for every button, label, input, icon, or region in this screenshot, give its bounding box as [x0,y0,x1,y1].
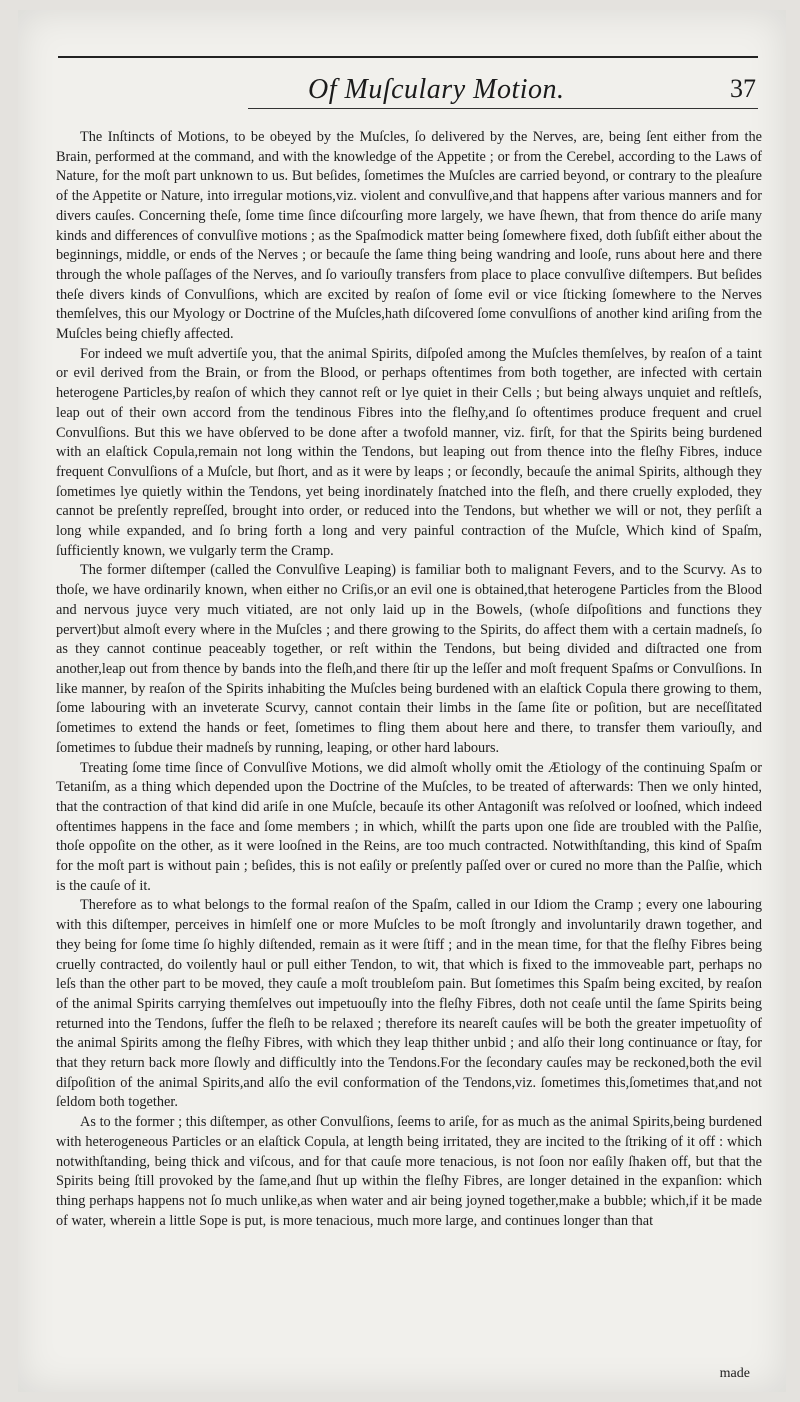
page-number: 37 [730,74,756,103]
catchword: made [719,1366,750,1381]
paragraph: The Inſtincts of Motions, to be obeyed by the Muſcles, ſo delivered by the Nerves, are, being ſent either from the Brain, performed at the command, and with the knowledge of the Appetite ; or from the Cerebel, according to the Laws of Nature, for the moſt part unknown to us. But beſides, ſometimes the Muſcles are carried beyond, or contrary to the pleaſure of the Appetite or Nature, into irregular motions,viz. violent and convulſive,and that happens after various manners and for divers cauſes. Concerning theſe, ſome time ſince diſcourſing more largely, we have ſhewn, that from thence do ariſe many kinds and differences of convulſive motions ; as the Spaſmodick matter being ſomewhere fixed, doth ſubſiſt either about the beginnings, middle, or ends of the Nerves ; or becauſe the ſame thing being wandring and looſe, runs about here and there through the whole paſſages of the Nerves, and ſo variouſly transfers from place to place convulſive diſtempers. But beſides theſe divers kinds of Convulſions, which are excited by reaſon of ſome evil or vice ſticking ſomewhere to the Nerves themſelves, this our Myology or Doctrine of the Muſcles,hath diſcovered ſome convulſions of another kind ariſing from the Muſcles being chiefly affected. [56,129,762,343]
top-rule [58,56,758,58]
page-header [58,72,758,108]
paragraph: For indeed we muſt advertiſe you, that the animal Spirits, diſpoſed among the Muſcles themſelves, by reaſon of a taint or evil derived from the Brain, or from the Blood, or perhaps oftentimes from both together, are infected with certain heterogene Particles,by reaſon of which they cannot reſt or lye quiet in their Cells ; but being always unquiet and reſtleſs, leap out of their own accord from the tendinous Fibres into the fleſhy,and ſo oftentimes produce frequent and cruel Convulſions. But this we have obſerved to be done after a twofold manner, viz. firſt, for that the Spirits being burdened with an elaſtick Copula,remain not long within the Tendons, but leaping out from thence into the fleſhy Fibres, induce frequent Convulſions of a Muſcle, but ſhort, and as it were by leaps ; or ſecondly, becauſe the animal Spirits, although they ſometimes lye quietly within the Tendons, yet being inordinately ſnatched into the fleſh, and there cruelly exploded, they cannot be preſently repreſſed, brought into order, or reduced into the Tendons, but whether we will or not, they perſiſt a long while expanded, and ſo bring forth a long and very painful contraction of the Muſcle, Which kind of Spaſm, ſufficiently known, we vulgarly term the Cramp. [56,345,762,559]
book-page [18,10,786,1392]
paragraph: Treating ſome time ſince of Convulſive Motions, we did almoſt wholly omit the Ætiology of the continuing Spaſm or Tetaniſm, as a thing which depended upon the Doctrine of the Muſcles, to be treated of afterwards: Then we only hinted, that the contraction of that kind did ariſe in one Muſcle, becauſe its other Antagoniſt was reſolved or looſned, which indeed oftentimes happens in the face and ſome members ; in which, whilſt the parts upon one ſide are troubled with the Palſie, thoſe oppoſite on the other, as it were looſned in the Reins, are too much contracted. Notwithſtanding, this kind of Spaſm for the moſt part is without pain ; beſides, this is not eaſily or preſently paſſed over or cured no more than the Palſie, which is the cauſe of it. [56,759,762,894]
paragraph: The former diſtemper (called the Convulſive Leaping) is familiar both to malignant Fevers, and to the Scurvy. As to thoſe, we have ordinarily known, when either no Criſis,or an evil one is obtained,that heterogene Particles from the Blood and nervous juyce very much vitiated, are not only laid up in the Bowels, (whoſe diſpoſitions and functions they pervert)but almoſt every where in the Muſcles ; and there growing to the Spirits, do affect them with a certain madneſs, ſo as they cannot continue peaceably together, or reſt within the Tendons, but being divided and diſtracted one from another,leap out from thence by bands into the fleſh,and there ſtir up the leſſer and moſt frequent Spaſms or Convulſions. In like manner, by reaſon of the Spirits inhabiting the Muſcles being burdened with an elaſtick Copula there growing to them, ſome labouring with an inveterate Scurvy, cannot contain their limbs in the ſame ſite or poſition, but are neceſſitated ſometimes to extend the hands or feet, ſometimes to fling them about here and there, to transfer them variouſly, and ſometimes to ſubdue their madneſs by running, leaping, or other hard labours. [56,562,762,756]
header-rule [248,108,758,109]
paragraph: Therefore as to what belongs to the formal reaſon of the Spaſm, called in our Idiom the Cramp ; every one labouring with this diſtemper, perceives in himſelf one or more Muſcles to be moſt ſtrongly and involuntarily drawn together, and they being for ſome time ſo highly diſtended, remain as it were ſtiff ; and in the mean time, for that the fleſhy Fibres being cruelly contracted, do voilently haul or pull either Tendon, to wit, that which is fixed to the immoveable part, perhaps no leſs than the other part to be moved, they cauſe a moſt troubleſom pain. But ſometimes this Spaſm being excited, by reaſon of the animal Spirits carrying themſelves out impetuouſly into the fleſhy Fibres, doth not ceaſe until the ſame Spirits being returned into the Tendons, ſuffer the fleſh to be relaxed ; therefore its neareſt cauſes will be both the greater impetuoſity of the animal Spirits among the fleſhy Fibres, with which they leap thither unbid ; and alſo their long continuance or ſtay, for that they return back more ſlowly and difficultly into the Tendons.For the ſecondary cauſes may be reckoned,both the evil diſpoſition of the animal Spirits,and alſo the evil conformation of the Tendons,viz. ſometimes this,ſometimes that,and not ſeldom both together. [56,897,762,1111]
running-title: Of Muſculary Motion. [308,74,565,105]
body-text [56,128,762,1231]
paragraph: As to the former ; this diſtemper, as other Convulſions, ſeems to ariſe, for as much as the animal Spirits,being burdened with heterogeneous Particles or an elaſtick Copula, at length being irritated, they are incited to the ſtriking of it off : which notwithſtanding, being thick and viſcous, and for that cauſe more tenacious, is not ſoon nor eaſily ſhaken off, but that the Spirits being ſtill provoked by the ſame,and ſhut up within the fleſhy Fibres, are longer detained in the expanſion: which thing perhaps happens not ſo much unlike,as when water and air being joyned together,make a bubble; which,if it be made of water, wherein a little Sope is put, is more tenacious, much more large, and continues longer than that [56,1114,762,1229]
